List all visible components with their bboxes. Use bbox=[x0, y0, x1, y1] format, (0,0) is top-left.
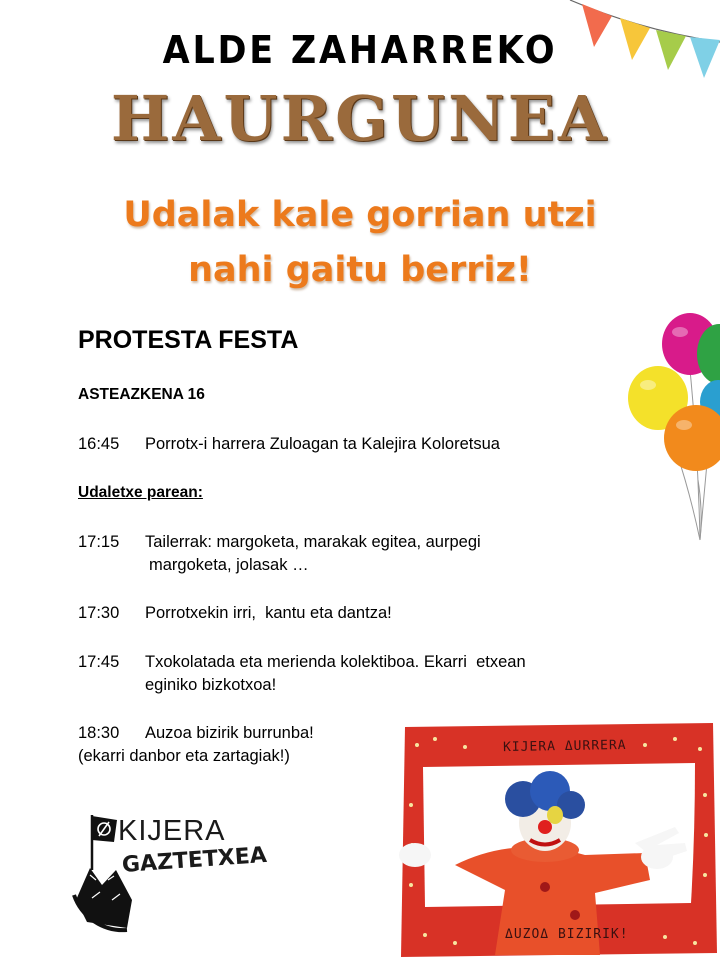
event-text: Auzoa bizirik burrunba! bbox=[145, 724, 314, 742]
event-text: Tailerrak: margoketa, marakak egitea, aurpegi bbox=[145, 533, 481, 551]
schedule-item bbox=[78, 722, 314, 768]
page-title: HAURGUNEA bbox=[110, 82, 610, 155]
event-text: Txokolatada eta merienda kolektiboa. Ekarri etxean bbox=[145, 653, 526, 671]
schedule-title: PROTESTA FESTA bbox=[78, 326, 299, 354]
event-text-continuation: (ekarri danbor eta zartagiak!) bbox=[78, 747, 290, 765]
schedule-item bbox=[78, 433, 500, 456]
event-text-continuation: margoketa, jolasak … bbox=[149, 556, 309, 574]
schedule-item bbox=[78, 651, 526, 697]
event-text-continuation: eginiko bizkotxoa! bbox=[145, 676, 277, 694]
logo-name-line-1: KIJERA bbox=[118, 815, 226, 847]
slogan-line-2: nahi gaitu berriz! bbox=[188, 250, 532, 290]
event-day: ASTEAZKENA 16 bbox=[78, 386, 205, 403]
schedule-item bbox=[78, 602, 392, 625]
clown-photo-frame bbox=[395, 715, 720, 960]
event-time: 18:30 bbox=[78, 724, 120, 742]
frame-top-text: KIJERA ΔURRERA bbox=[502, 737, 627, 756]
slogan-line-1: Udalak kale gorrian utzi bbox=[123, 195, 597, 235]
schedule-item bbox=[78, 531, 481, 577]
event-text: Porrotx-i harrera Zuloagan ta Kalejira Koloretsua bbox=[145, 435, 500, 453]
event-time: 17:15 bbox=[78, 533, 120, 551]
location-label: Udaletxe parean: bbox=[78, 484, 203, 501]
balloons-decoration bbox=[628, 310, 720, 545]
frame-bottom-text: ΔUZOΔ BIZIRIK! bbox=[505, 927, 629, 942]
event-text: Porrotxekin irri, kantu eta dantza! bbox=[145, 604, 392, 622]
event-time: 16:45 bbox=[78, 435, 120, 453]
event-time: 17:30 bbox=[78, 604, 120, 622]
event-time: 17:45 bbox=[78, 653, 120, 671]
logo-name-line-2: GAZTETXEA bbox=[121, 842, 268, 878]
header-top-line: ALDE ZAHARREKO bbox=[162, 28, 558, 72]
slogan bbox=[0, 188, 720, 298]
